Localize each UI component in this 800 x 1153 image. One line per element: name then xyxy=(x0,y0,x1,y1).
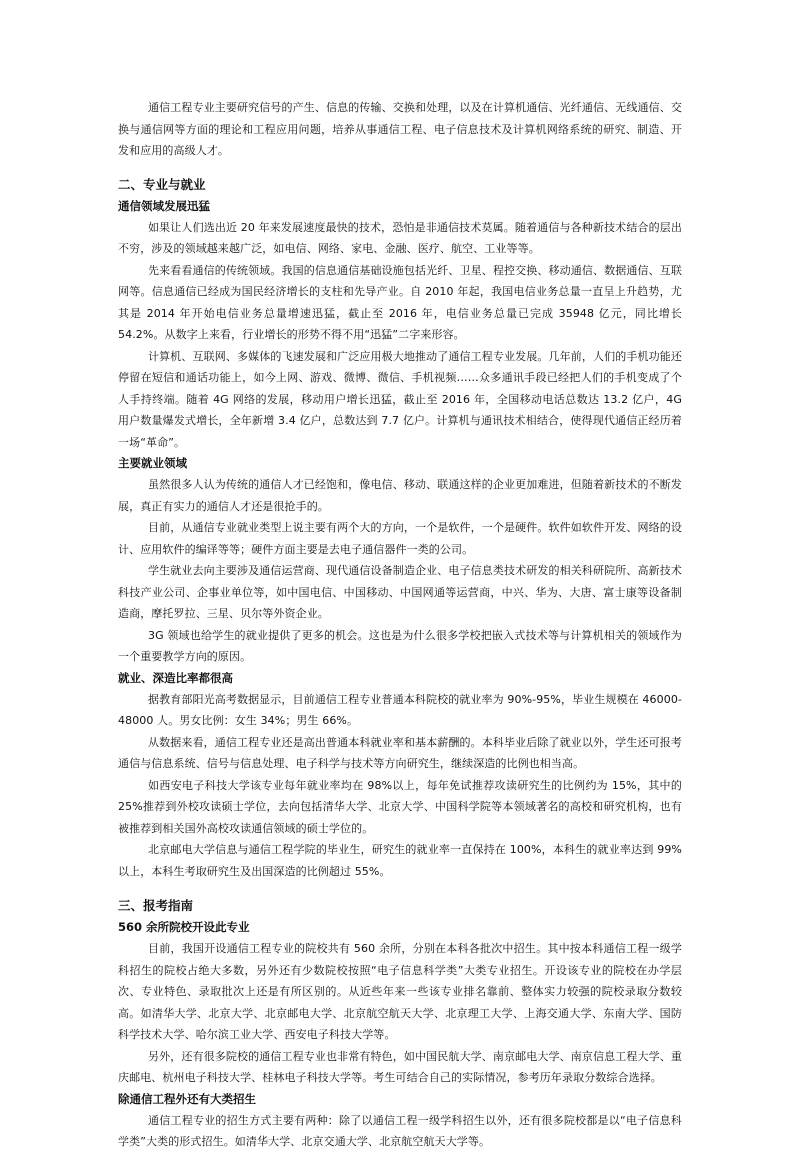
paragraph: 另外，还有很多院校的通信工程专业也非常有特色，如中国民航大学、南京邮电大学、南京信息工程大学、重庆邮电、杭州电子科技大学、桂林电子科技大学等。考生可结合自己的实际情况，参考历年录取分数综合选择。 xyxy=(118,1049,682,1084)
subheading-institutions: 560 余所院校开设此专业 xyxy=(118,920,250,934)
paragraph: 3G 领域也给学生的就业提供了更多的机会。这也是为什么很多学校把嵌入式技术等与计算机相关的领域作为一个重要教学方向的原因。 xyxy=(118,628,682,663)
paragraph: 据教育部阳光高考数据显示，目前通信工程专业普通本科院校的就业率为 90%-95%，毕业生规模在 46000-48000 人。男女比例：女生 34%；男生 66%。 xyxy=(118,692,682,727)
intro-paragraph: 通信工程专业主要研究信号的产生、信息的传输、交换和处理，以及在计算机通信、光纤通信、无线通信、交换与通信网等方面的理论和工程应用问题，培养从事通信工程、电子信息技术及计算机网络系统的研究、制造、开发和应用的高级人才。 xyxy=(118,101,682,157)
section-heading-major-employment: 二、专业与就业 xyxy=(118,176,206,192)
paragraph: 目前，从通信专业就业类型上说主要有两个大的方向，一个是软件，一个是硬件。软件如软件开发、网络的设计、应用软件的编译等等；硬件方面主要是去电子通信器件一类的公司。 xyxy=(118,521,682,556)
paragraph: 计算机、互联网、多媒体的飞速发展和广泛应用极大地推动了通信工程专业发展。几年前，人们的手机功能还停留在短信和通话功能上，如今上网、游戏、微博、微信、手机视频……众多通讯手段已经把人们的手机变成了个人手持终端。随着 4G 网络的发展，移动用户增长迅猛，截止至 2016 年，全国移动电话总数达 13.2 亿户，4G 用户数量爆发式增长，全年新增 3.4 亿户，总数达到 7.7 亿户。计算机与通讯技术相结合，使得现代通信正经历着一场“革命”。 xyxy=(118,349,682,449)
paragraph: 如果让人们选出近 20 年来发展速度最快的技术，恐怕是非通信技术莫属。随着通信与各种新技术结合的层出不穷，涉及的领域越来越广泛，如电信、网络、家电、金融、医疗、航空、工业等等。 xyxy=(118,220,682,255)
subheading-field-growth: 通信领域发展迅猛 xyxy=(118,198,210,213)
paragraph: 先来看看通信的传统领域。我国的信息通信基础设施包括光纤、卫星、程控交换、移动通信、数据通信、互联网等。信息通信已经成为国民经济增长的支柱和先导产业。自 2010 年起，我国电信业务总量一直呈上升趋势，尤其是 2014 年开始电信业务总量增速迅猛，截止至 2016 年，电信业务总量已完成 35948 亿元，同比增长 54.2%。从数字上来看，行业增长的形势不得不用“迅猛”二字来形容。 xyxy=(118,263,682,341)
section-heading-application-guide: 三、报考指南 xyxy=(118,898,194,913)
subheading-category-enrollment: 除通信工程外还有大类招生 xyxy=(118,1091,256,1106)
subheading-employment-rates: 就业、深造比率都很高 xyxy=(118,670,233,685)
paragraph: 目前，我国开设通信工程专业的院校共有 560 余所，分别在本科各批次中招生。其中按本科通信工程一级学科招生的院校占绝大多数，另外还有少数院校按照“电子信息科学类”大类专业招生。开设该专业的院校在办学层次、专业特色、录取批次上还是有所区别的。从近些年来一些该专业排名靠前、整体实力较强的院校录取分数较高。如清华大学、北京大学、北京邮电大学、北京航空航天大学、北京理工大学、上海交通大学、东南大学、国防科学技术大学、哈尔滨工业大学、西安电子科技大学等。 xyxy=(118,942,682,1041)
paragraph: 虽然很多人认为传统的通信人才已经饱和，像电信、移动、联通这样的企业更加难进，但随着新技术的不断发展，真正有实力的通信人才还是很抢手的。 xyxy=(118,478,682,513)
subheading-main-employment-fields: 主要就业领域 xyxy=(118,456,187,470)
paragraph: 通信工程专业的招生方式主要有两种：除了以通信工程一级学科招生以外，还有很多院校都是以“电子信息科学类”大类的形式招生。如清华大学、北京交通大学、北京航空航天大学等。 xyxy=(118,1113,682,1148)
paragraph: 从数据来看，通信工程专业还是高出普通本科就业率和基本薪酬的。本科毕业后除了就业以外，学生还可报考通信与信息系统、信号与信息处理、电子科学与技术等方向研究生，继续深造的比例也相当高。 xyxy=(118,735,682,770)
paragraph: 如西安电子科技大学该专业每年就业率均在 98%以上，每年免试推荐攻读研究生的比例约为 15%，其中的 25%推荐到外校攻读硕士学位，去向包括清华大学、北京大学、中国科学院等本领域著名的高校和研究机构，也有被推荐到相关国外高校攻读通信领域的硕士学位的。 xyxy=(118,778,682,835)
paragraph: 北京邮电大学信息与通信工程学院的毕业生，研究生的就业率一直保持在 100%，本科生的就业率达到 99%以上，本科生考取研究生及出国深造的比例超过 55%。 xyxy=(118,843,682,878)
paragraph: 学生就业去向主要涉及通信运营商、现代通信设备制造企业、电子信息类技术研发的相关科研院所、高新技术科技产业公司、企事业单位等，如中国电信、中国移动、中国网通等运营商，中兴、华为、大唐、富士康等设备制造商，摩托罗拉、三星、贝尔等外资企业。 xyxy=(118,564,682,620)
